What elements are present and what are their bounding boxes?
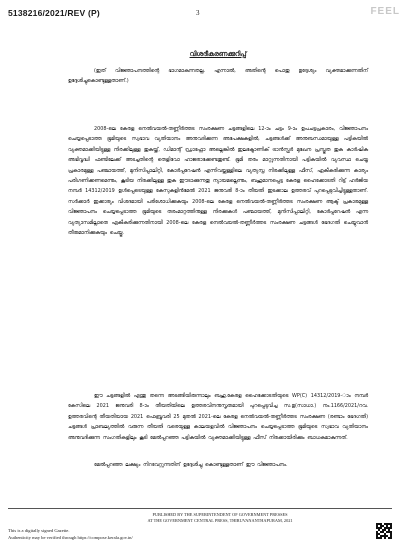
publisher-block <box>120 512 320 523</box>
publisher-line: AT THE GOVERNMENT CENTRAL PRESS, THIRUVANANTHAPURAM, 2021 <box>147 517 293 523</box>
document-title: വിശദീകരണക്കുറിപ്പ് <box>189 50 247 58</box>
authenticity-block <box>8 527 133 541</box>
page-number: 3 <box>196 9 200 17</box>
paragraph-applicability: ഈ ചട്ടങ്ങളിൽ എന്തു തന്നെ അടങ്ങിയിരുന്നാലും ബഹു.കേരള ഹൈക്കോടതിയുടെ WP(C) 14312/2019-ാം നമ്പർ കേസിലെ 2021 ജനുവരി 8-ാം തീയതിയിലെ ഉത്തരവിനനുസൃതമായി പുറപ്പെടുവിച്ച സ.ഉ(സാധാ.) നം.1166/2021/റവ. ഉത്തരവിന്റെ തീയതിയായ 2021 ഫെബ്രുവരി 25 മുതൽ 2021-ലെ കേരള നെൽവയൽ-തണ്ണീർത്തട സംരക്ഷണ (രണ്ടാം ഭേദഗതി) ചട്ടങ്ങൾ പ്രാബല്യത്തിൽ വരുന്ന തീയതി വരെയുള്ള കാലയളവിൽ വിജ്ഞാപനം ചെയ്യപ്പെടാത്ത ഭൂമിയുടെ സ്വഭാവ വ്യതിയാനം അനുവദിക്കുന്ന സംഗതികളിലും കൂടി മേൽപ്പറഞ്ഞ പട്ടികയിൽ വ്യക്തമാക്കിയിട്ടുള്ള ഫീസ് നിരക്കായിരിക്കും ബാധകമാകുന്നത്. <box>68 393 368 441</box>
verify-notice: Authenticity may be verified through https://compose.kerala.gov.in/ <box>8 535 133 540</box>
paragraph-background: 2008-ലെ കേരള നെൽവയൽ-തണ്ണീർത്തട സംരക്ഷണ ചട്ടങ്ങളിലെ 12-ാം ചട്ടം 9-ാം ഉപചട്ടപ്രകാരം, വിജ്ഞാപനം ചെയ്യപ്പെടാത്ത ഭൂമിയുടെ സ്വഭാവ വ്യതിയാനം അനുവദിക്കുന്ന അപേക്ഷകളിൽ, ചട്ടങ്ങൾക്ക് അനുബന്ധമായുള്ള പട്ടികയിൽ വ്യക്തമാക്കിയിട്ടുള്ള നിരക്കിലുള്ള തുകയ്ക്ക്, ഡിമാന്റ് ഡ്രാഫ്റ്റോ അല്ലെങ്കിൽ ഇലക്ട്രോണിക് ട്രാൻസ്ഫർ മുഖേന പ്രസ്തുത തുക കാർഷിക അഭിവൃദ്ധി ഫണ്ടിലേക്ക് അടച്ചതിന്റെ തെളിവോ ഹാജരാക്കേണ്ടതുണ്ട്. ഭൂമി തരം മാറ്റുന്നതിനായി പട്ടികയിൽ വ്യവസ്ഥ ചെയ്ത പ്രകാരമുള്ള പഞ്ചായത്ത്, മുനിസിപ്പാലിറ്റി, കോർപ്പറേഷൻ എന്നിവയ്ക്കുള്ളിലെ വ്യത്യസ്ത നിരക്കിലുള്ള ഫീസ്, ഏകീകരിക്കുന്ന കാര്യം പരിഗണിക്കണമെന്നും, കൂടിയ നിരക്കിലുള്ള തുക ഈടാക്കുന്നതു ന്യായമല്ലെന്നും, ബഹുമാനപ്പെട്ട കേരള ഹൈക്കോടതി റിട്ട് ഹർജിയ നമ്പർ 14312/2019 ഉൾപ്പെടെയുള്ള കേസുകളിൻമേൽ 2021 ജനുവരി 8-ാം തീയതി ഇടക്കാല ഉത്തരവ് പുറപ്പെടുവിച്ചിട്ടുള്ളതാണ്. സർക്കാർ ഇക്കാര്യം വിശദമായി പരിശോധിക്കുകയും 2008-ലെ കേരള നെൽവയൽ-തണ്ണീർത്തട സംരക്ഷണ ആക്ട് പ്രകാരമുള്ള വിജ്ഞാപനം ചെയ്യപ്പെടാത്ത ഭൂമിയുടെ തരംമാറ്റത്തിനുള്ള നിരക്കുകൾ പഞ്ചായത്ത്, മുനിസിപ്പാലിറ്റി, കോർപ്പറേഷൻ എന്ന വ്യത്യാസമില്ലാതെ ഏകീകരിക്കുന്നതിനായി 2008-ലെ കേരള നെൽവയൽ-തണ്ണീർത്തട സംരക്ഷണ ചട്ടങ്ങൾ ഭേദഗതി ചെയ്യുവാൻ തീരുമാനിക്കുകയും ചെയ്തു. <box>68 126 368 237</box>
publisher-line: PUBLISHED BY THE SUPERINTENDENT OF GOVERNMENT PRESSES <box>152 512 288 517</box>
paragraph-purpose: മേൽപ്പറഞ്ഞ ലക്ഷ്യം നിറവേറ്റുന്നതിന് ഉദ്ദേശിച്ചു കൊണ്ടുള്ളതാണ് ഈ വിജ്ഞാപനം. <box>94 462 288 468</box>
signed-notice: This is a digitally signed Gazette. <box>8 528 70 533</box>
header-reference: 5138216/2021/REV (P) <box>8 8 100 18</box>
footer-divider <box>8 508 392 509</box>
paragraph-note: (ഇത് വിജ്ഞാപനത്തിന്റെ ഭാഗമാകുന്നതല്ല. എന്നാൽ, അതിന്റെ പൊതു ഉദ്ദേശ്യം വ്യക്തമാക്കുന്നതിന് ഉദ്ദേശിച്ചുകൊണ്ടുള്ളതാണ്.) <box>68 68 368 85</box>
watermark: FEEL <box>370 6 400 17</box>
qr-code-icon <box>376 523 392 539</box>
